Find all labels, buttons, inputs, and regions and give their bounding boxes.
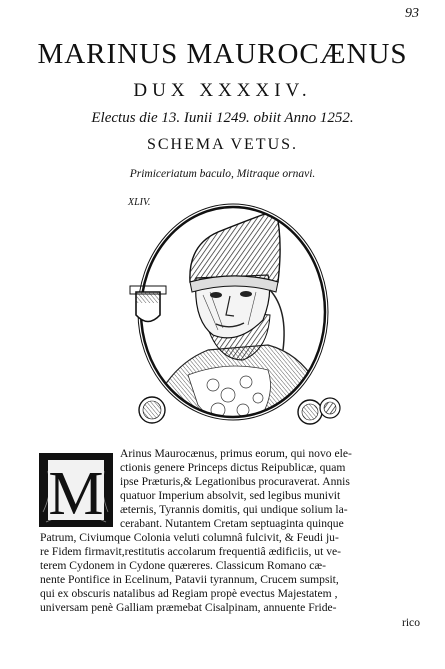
body-line: æternis, Tyrannis domitis, qui undique solium la- xyxy=(120,503,348,517)
body-line: Patrum, Civiumque Colonia veluti columnâ fulcivit, & Feudi ju- xyxy=(40,531,339,544)
body-text xyxy=(120,447,420,532)
body-line: quatuor Imperium absolvit, sed legibus munivit xyxy=(120,489,341,503)
page-title: MARINUS MAUROCÆNUS xyxy=(37,38,408,70)
body-line: nente Pontifice in Ecelinum, Patavii tyrannum, Crucem sumpsit, xyxy=(40,573,339,587)
schema-heading: SCHEMA VETUS. xyxy=(146,136,299,153)
drop-cap-letter: M xyxy=(48,460,104,528)
election-dates: Electus die 13. Iunii 1249. obiit Anno 1252. xyxy=(91,110,354,126)
coin-icon xyxy=(298,398,340,424)
body-line: qui ex obscuris natalibus ad Regiam propè evectus Majestatem , xyxy=(40,587,338,601)
body-line: rico xyxy=(401,615,420,629)
body-line: Arinus Maurocænus, primus eorum, qui novo ele- xyxy=(120,447,352,460)
body-text-continued xyxy=(40,531,420,630)
page-number: 93 xyxy=(405,6,419,21)
body-line: re Fidem firmavit,restitutis accolarum frequentiâ ædificiis, ut ve- xyxy=(40,545,342,559)
ornamental-initial-icon xyxy=(38,452,114,528)
coin-icon xyxy=(139,397,165,423)
portrait-engraving xyxy=(118,200,348,440)
body-line: ctionis genere Princeps dictus Reipublicæ, quam xyxy=(120,461,346,475)
doge-number: DUX XXXXIV. xyxy=(133,80,312,101)
body-line: ipse Præturis,& Legationibus procuraverat. Annis xyxy=(120,475,350,489)
body-line: terem Cydonem in Cydone quæreres. Classicum Romano cæ- xyxy=(40,559,326,573)
body-line: cerabant. Nutantem Cretam septuaginta quinque xyxy=(120,517,344,531)
portrait-label: XLIV. xyxy=(128,197,151,208)
portrait-figure xyxy=(118,200,348,445)
ornamental-initial xyxy=(38,452,114,533)
motto-line: Primiceriatum baculo, Mitraque ornavi. xyxy=(129,168,316,180)
body-line: universam penè Galliam præmebat Cisalpinam, annuente Fride- xyxy=(40,601,337,615)
